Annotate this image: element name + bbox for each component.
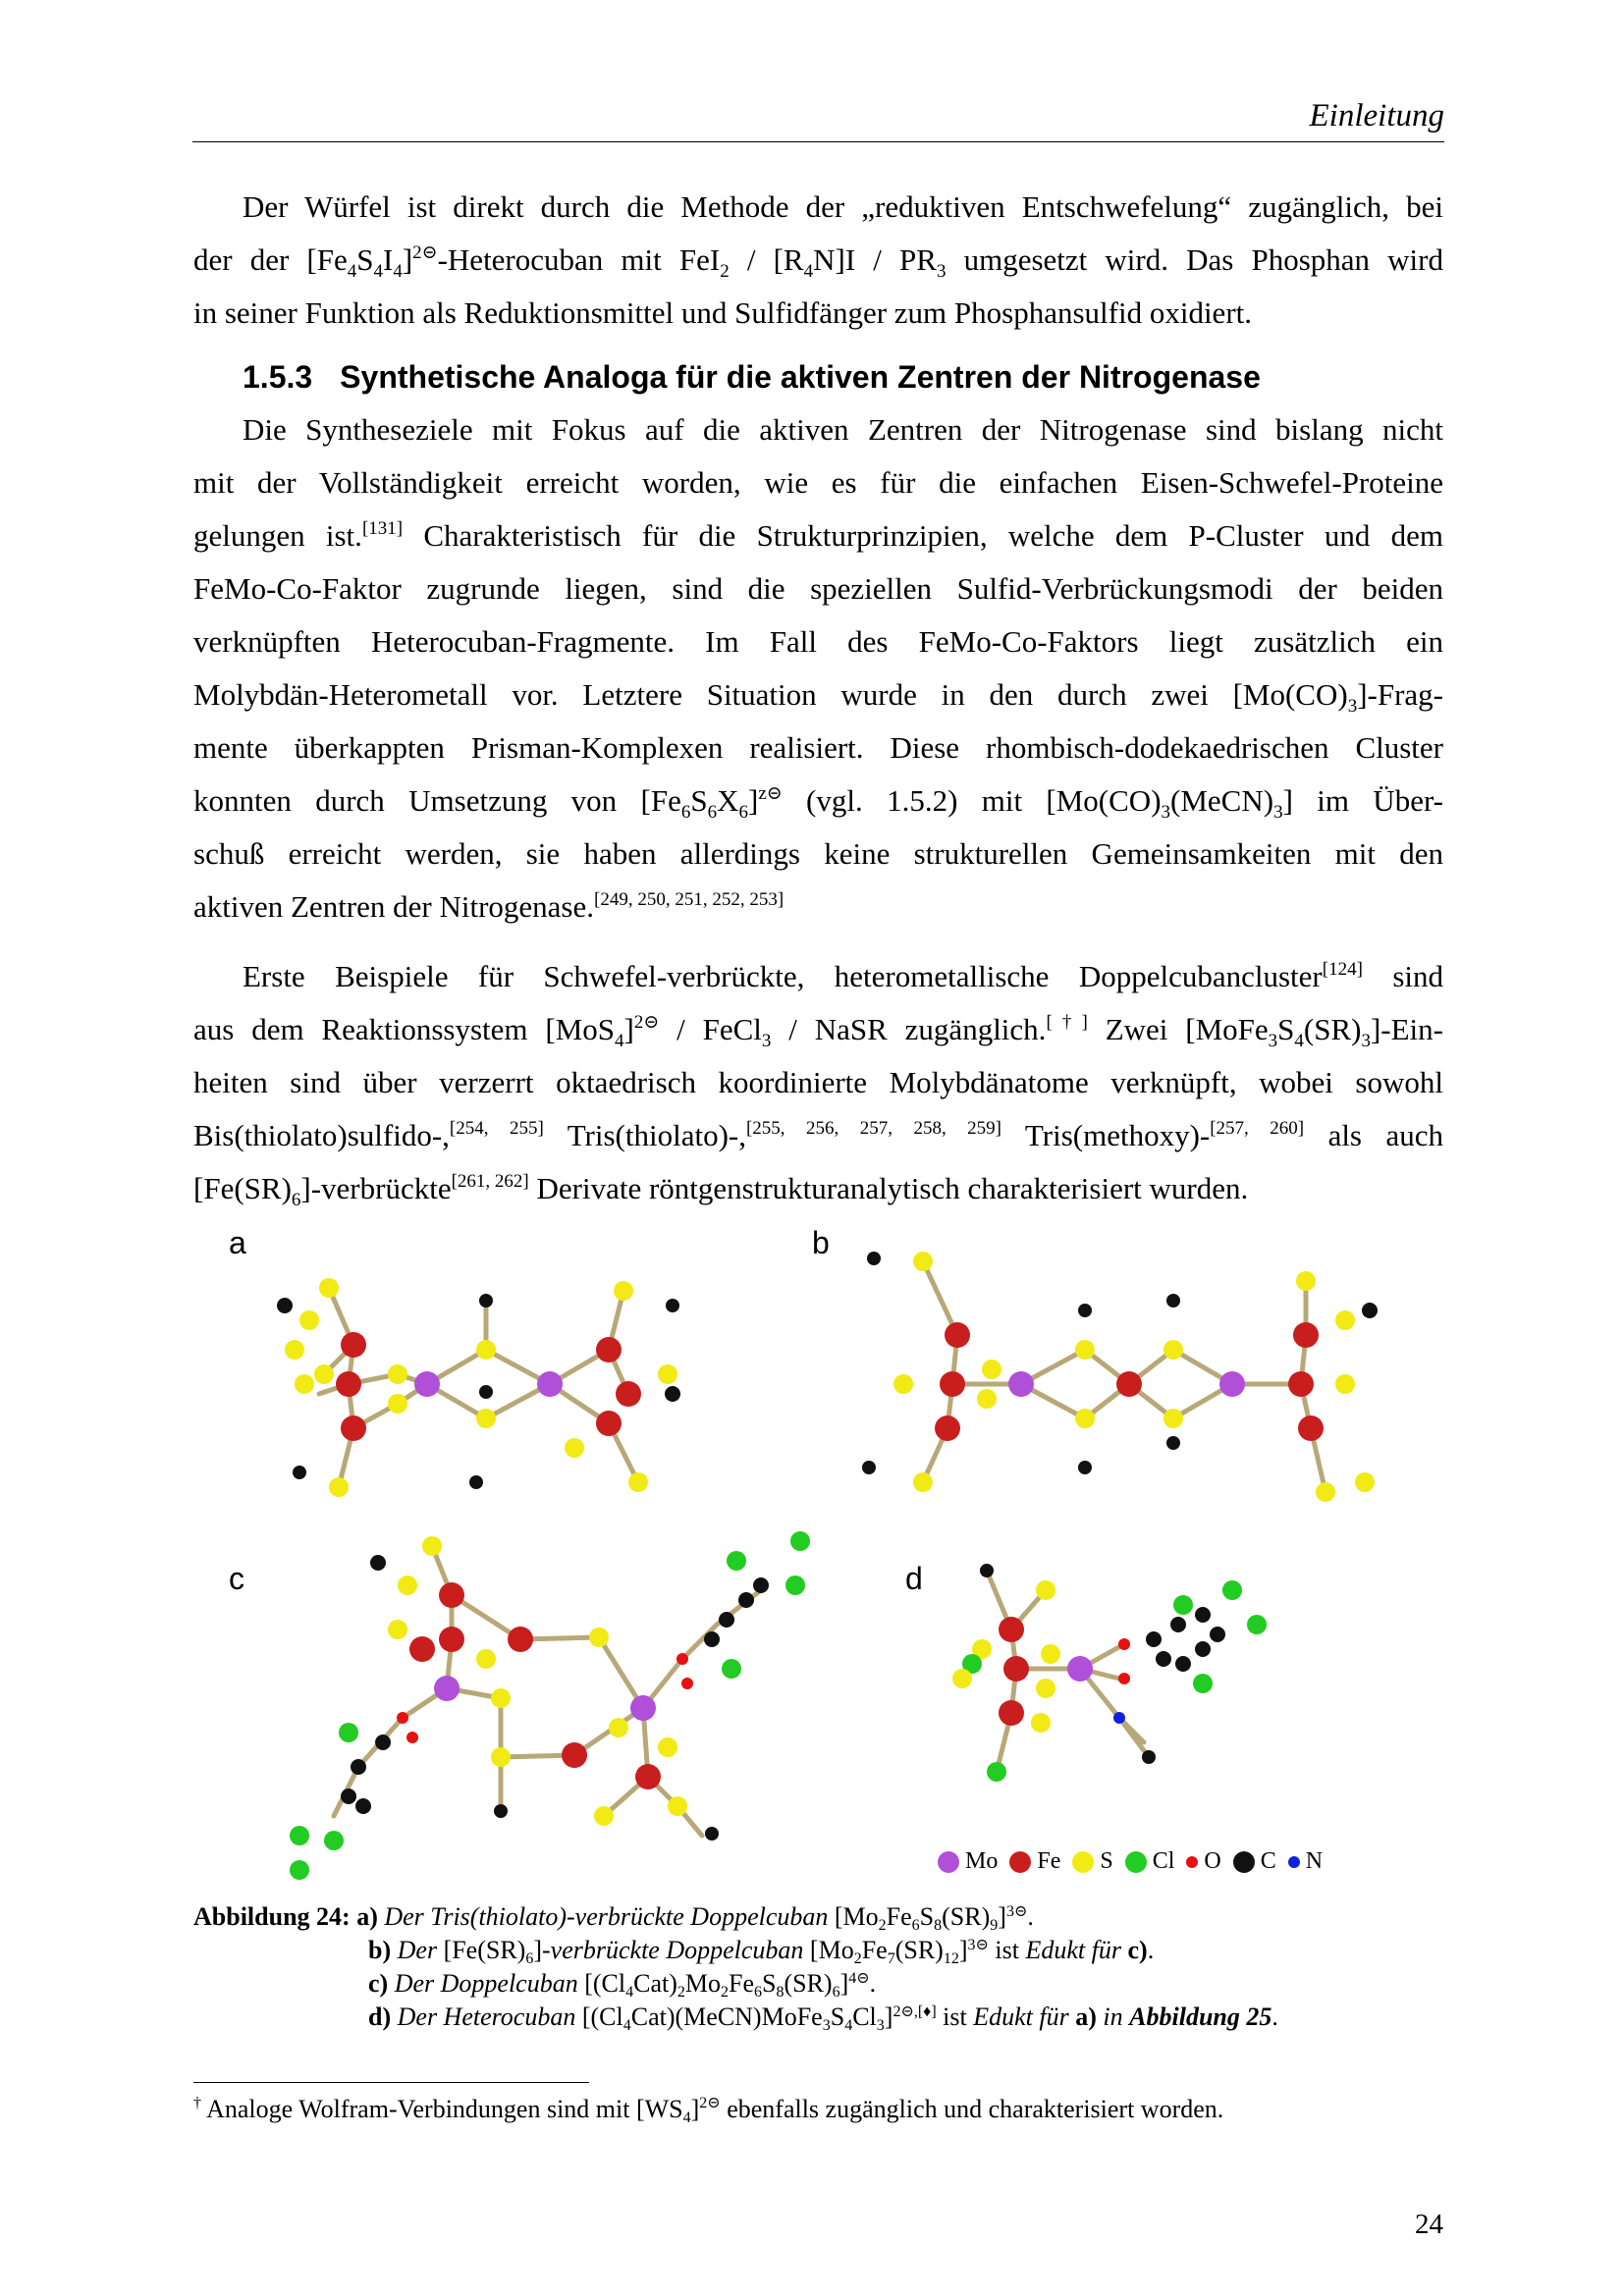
p3-line-5: $[Fe(SR)_6]-verbrückte[261, 262]$ Derivate röntgenstrukturanalytisch charakterisiert wurden. bbox=[193, 1171, 1249, 1210]
legend-label-fe: Fe bbox=[1037, 1848, 1061, 1874]
p3-line-2: aus dem Reaktionssystem $[MoS_4]^{2⊝}$ / FeCl$_3$ / NaSR zugänglich.[†] Zwei $[MoFe_3S_4(SR)_3]-Ein-$ bbox=[193, 1012, 1443, 1051]
legend-item-fe bbox=[1009, 1848, 1060, 1875]
figure-legend bbox=[938, 1848, 1334, 1875]
citation: [257, 260] bbox=[1210, 1118, 1305, 1139]
legend-label-o: O bbox=[1204, 1848, 1221, 1874]
p2-line-3: gelungen ist.[131] Charakteristisch für die Strukturprinzipien, welche dem P-Cluster und dem bbox=[193, 518, 1444, 553]
bonds bbox=[334, 1546, 761, 1836]
footnote-ref: [†] bbox=[1046, 1012, 1088, 1033]
legend-label-mo: Mo bbox=[965, 1848, 999, 1874]
legend-label-s: S bbox=[1100, 1848, 1113, 1874]
p2-line-1: Die Syntheseziele mit Fokus auf die aktiven Zentren der Nitrogenase sind bislang nicht bbox=[243, 412, 1443, 447]
legend-item-o bbox=[1186, 1848, 1220, 1875]
p2-line-2: mit der Vollständigkeit erreicht worden, wie es für die einfachen Eisen-Schwefel-Proteine bbox=[193, 465, 1443, 500]
atoms bbox=[862, 1252, 1378, 1502]
citation: [255, 256, 257, 258, 259] bbox=[745, 1118, 1001, 1139]
p2-line-7: mente überkappten Prisman-Komplexen realisiert. Diese rhombisch-dodekaedrischen Cluster bbox=[193, 730, 1443, 765]
section-heading bbox=[243, 359, 1261, 396]
running-header bbox=[192, 98, 1444, 142]
header-title: Einleitung bbox=[1309, 98, 1444, 133]
section-title: Synthetische Analoga für die aktiven Zentren der Nitrogenase bbox=[340, 359, 1261, 395]
legend-item-n bbox=[1288, 1848, 1323, 1875]
legend-dot-mo bbox=[938, 1851, 959, 1873]
panel-label-a: a bbox=[229, 1225, 246, 1260]
paragraph-2 bbox=[193, 403, 1443, 934]
p3-line-3: heiten sind über verzerrt oktaedrisch koordinierte Molybdänatome verknüpft, wobei sowohl bbox=[193, 1065, 1443, 1099]
caption-line-b: b) Der $[Fe(SR)_6]$-verbrückte Doppelcuban $[Mo_2Fe_7(SR)_{12}]^{3⊝}$ ist Edukt für c). bbox=[368, 1936, 1155, 1967]
paragraph-1 bbox=[193, 181, 1443, 340]
legend-dot-fe bbox=[1009, 1851, 1031, 1873]
panel-label-b: b bbox=[812, 1225, 830, 1260]
molecule-panel-c bbox=[265, 1522, 835, 1895]
caption-line-a: Abbildung 24: a) Der Tris(thiolato)-verbrückte Doppelcuban $[Mo_2Fe_6S_8(SR)_9]^{3⊝}$. bbox=[193, 1902, 1034, 1934]
citation: [261, 262] bbox=[451, 1171, 529, 1192]
caption-line-c: c) Der Doppelcuban $[(Cl_4Cat)_2Mo_2Fe_6S_8(SR)_6]^{4⊝}$. bbox=[368, 1969, 877, 2001]
legend-dot-n bbox=[1288, 1856, 1300, 1868]
legend-dot-o bbox=[1186, 1856, 1198, 1868]
figure-caption bbox=[193, 1900, 1278, 2034]
panel-label-d: d bbox=[905, 1561, 923, 1596]
molecule-panel-a bbox=[255, 1247, 717, 1522]
p1-line-3: in seiner Funktion als Reduktionsmittel und Sulfidfänger zum Phosphansulfid oxidiert. bbox=[193, 295, 1253, 330]
legend-label-n: N bbox=[1305, 1848, 1324, 1874]
p2-line-10: aktiven Zentren der Nitrogenase.[249, 250, 251, 252, 253] bbox=[193, 889, 784, 924]
p3-line-4: Bis(thiolato)sulfido-,[254, 255] Tris(thiolato)-,[255, 256, 257, 258, 259] Tris(methoxy)-[257, 260] als auch bbox=[193, 1118, 1443, 1152]
legend-item-cl bbox=[1125, 1848, 1175, 1875]
p1-line-2: der der $[Fe_4S_4I_4]^{2⊝}$-Heterocuban mit $FeI_2 / [R_4N]I / PR_3$ umgesetzt wird. Das Phosphan wird bbox=[193, 242, 1443, 282]
citation: [254, 255] bbox=[449, 1118, 544, 1139]
atoms bbox=[290, 1531, 810, 1880]
p3-line-1: Erste Beispiele für Schwefel-verbrückte, heterometallische Doppelcubancluster[124] sind bbox=[243, 959, 1443, 993]
legend-item-c bbox=[1233, 1848, 1276, 1875]
legend-item-s bbox=[1072, 1848, 1112, 1875]
bonds bbox=[319, 1288, 638, 1487]
legend-item-mo bbox=[938, 1848, 998, 1875]
footnote-rule bbox=[193, 2082, 589, 2083]
citation: [131] bbox=[361, 518, 404, 539]
footnote-mark: † bbox=[193, 2095, 201, 2111]
page-number: 24 bbox=[1415, 2209, 1443, 2240]
citation: [124] bbox=[1322, 959, 1363, 980]
legend-dot-c bbox=[1233, 1851, 1255, 1873]
legend-dot-cl bbox=[1125, 1851, 1147, 1873]
p1-line-1: Der Würfel ist direkt durch die Methode der „reduktiven Entschwefelung“ zugänglich, bei bbox=[243, 189, 1443, 224]
p2-line-5: verknüpften Heterocuban-Fragmente. Im Fall des FeMo-Co-Faktors liegt zusätzlich ein bbox=[193, 624, 1443, 659]
molecule-panel-d bbox=[943, 1546, 1296, 1791]
molecule-panel-b bbox=[849, 1247, 1394, 1522]
p2-line-9: schuß erreicht werden, sie haben allerdings keine strukturellen Gemeinsamkeiten mit den bbox=[193, 836, 1443, 871]
p2-line-6: Molybdän-Heterometall vor. Letztere Situation wurde in den durch zwei $[Mo(CO)_3]-Frag-$ bbox=[193, 677, 1443, 717]
panel-label-c: c bbox=[229, 1561, 244, 1596]
paragraph-3 bbox=[193, 950, 1443, 1215]
legend-label-c: C bbox=[1260, 1848, 1276, 1874]
p2-line-4: FeMo-Co-Faktor zugrunde liegen, sind die speziellen Sulfid-Verbrückungsmodi der beiden bbox=[193, 571, 1443, 606]
section-number: 1.5.3 bbox=[243, 359, 313, 395]
legend-dot-s bbox=[1072, 1851, 1094, 1873]
citation: [249, 250, 251, 252, 253] bbox=[594, 889, 784, 910]
caption-line-d: d) Der Heterocuban $[(Cl_4Cat)(MeCN)MoFe_3S_4Cl_3]^{2⊝,[♦]}$ ist Edukt für a) in Abbildung 25. bbox=[368, 2002, 1278, 2034]
footnote: † Analoge Wolfram-Verbindungen sind mit $[WS_4]^{2⊝}$ ebenfalls zugänglich und charakterisiert worden. bbox=[193, 2095, 1224, 2126]
legend-label-cl: Cl bbox=[1152, 1848, 1175, 1874]
p2-line-8: konnten durch Umsetzung von $[Fe_6S_6X_6]^{z⊝}$ (vgl. 1.5.2) mit $[Mo(CO)_3(MeCN)_3]$ im Über- bbox=[193, 783, 1443, 823]
